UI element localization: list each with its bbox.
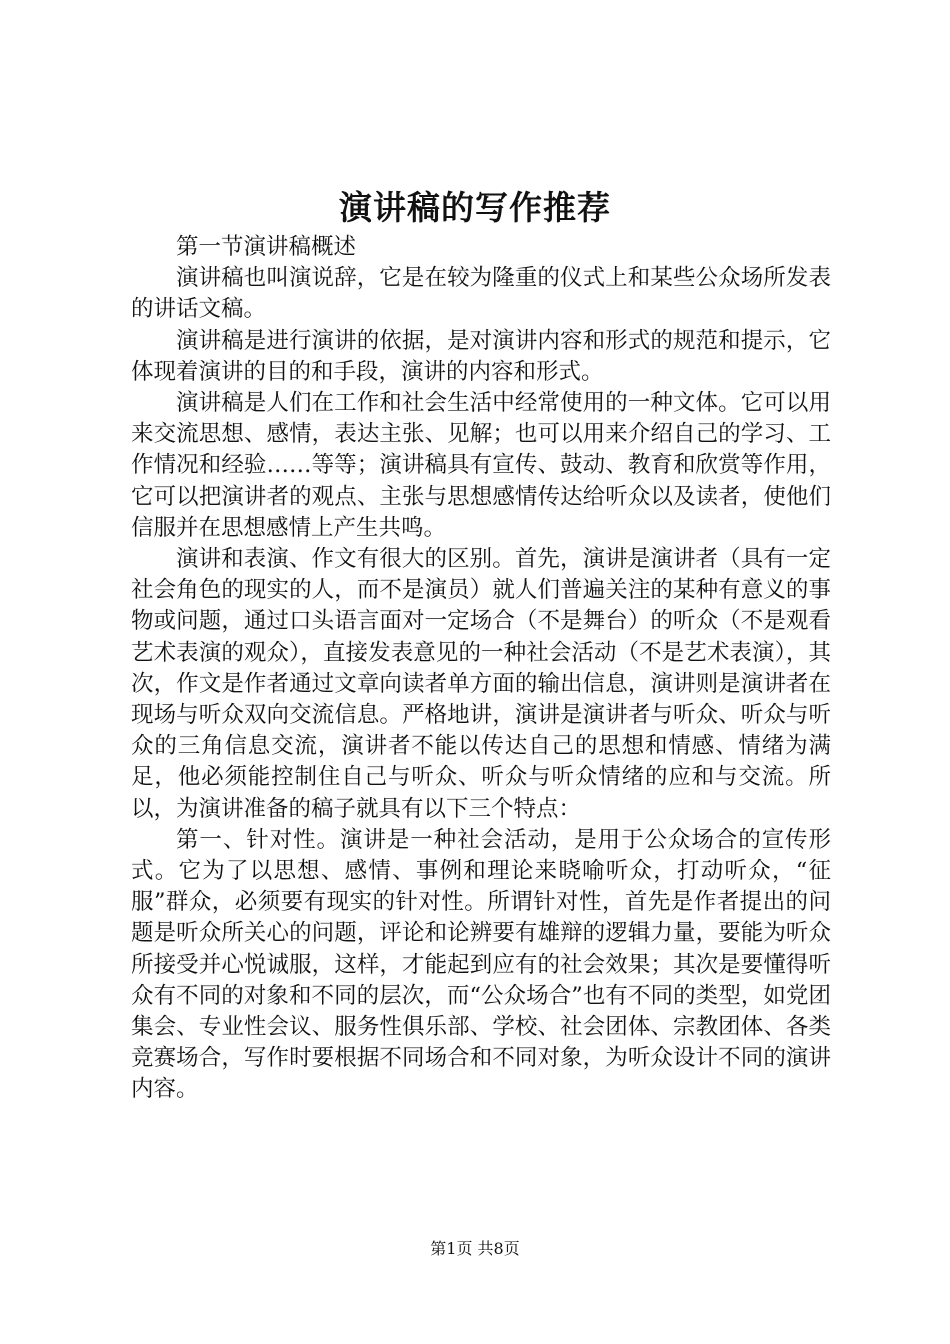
document-body <box>131 232 831 1106</box>
paragraph: 演讲和表演、作文有很大的区别。首先，演讲是演讲者（具有一定社会角色的现实的人，而不是演员）就人们普遍关注的某种有意义的事物或问题，通过口头语言面对一定场合（不是舞台）的听众（不是观看艺术表演的观众），直接发表意见的一种社会活动（不是艺术表演），其次，作文是作者通过文章向读者单方面的输出信息，演讲则是演讲者在现场与听众双向交流信息。严格地讲，演讲是演讲者与听众、听众与听众的三角信息交流，演讲者不能以传达自己的思想和情感、情绪为满足，他必须能控制住自己与听众、听众与听众情绪的应和与交流。所以，为演讲准备的稿子就具有以下三个特点： <box>131 546 831 822</box>
section-heading: 第一节演讲稿概述 <box>176 234 357 260</box>
document-title: 演讲稿的写作推荐 <box>339 188 611 227</box>
paragraph: 演讲稿是进行演讲的依据，是对演讲内容和形式的规范和提示，它体现着演讲的目的和手段，演讲的内容和形式。 <box>131 327 831 385</box>
paragraph: 演讲稿是人们在工作和社会生活中经常使用的一种文体。它可以用来交流思想、感情，表达主张、见解；也可以用来介绍自己的学习、工作情况和经验……等等；演讲稿具有宣传、鼓动、教育和欣赏等作用，它可以把演讲者的观点、主张与思想感情传达给听众以及读者，使他们信服并在思想感情上产生共鸣。 <box>131 390 831 541</box>
page-footer: 第1页 共8页 <box>430 1239 520 1258</box>
paragraph: 第一、针对性。演讲是一种社会活动，是用于公众场合的宣传形式。它为了以思想、感情、事例和理论来晓喻听众，打动听众，“征服”群众，必须要有现实的针对性。所谓针对性，首先是作者提出的问题是听众所关心的问题，评论和论辨要有雄辩的逻辑力量，要能为听众所接受并心悦诚服，这样，才能起到应有的社会效果；其次是要懂得听众有不同的对象和不同的层次，而“公众场合”也有不同的类型，如党团集会、专业性会议、服务性俱乐部、学校、社会团体、宗教团体、各类竞赛场合，写作时要根据不同场合和不同对象，为听众设计不同的演讲内容。 <box>131 826 831 1103</box>
paragraph: 演讲稿也叫演说辞，它是在较为隆重的仪式上和某些公众场所发表的讲话文稿。 <box>131 265 831 323</box>
